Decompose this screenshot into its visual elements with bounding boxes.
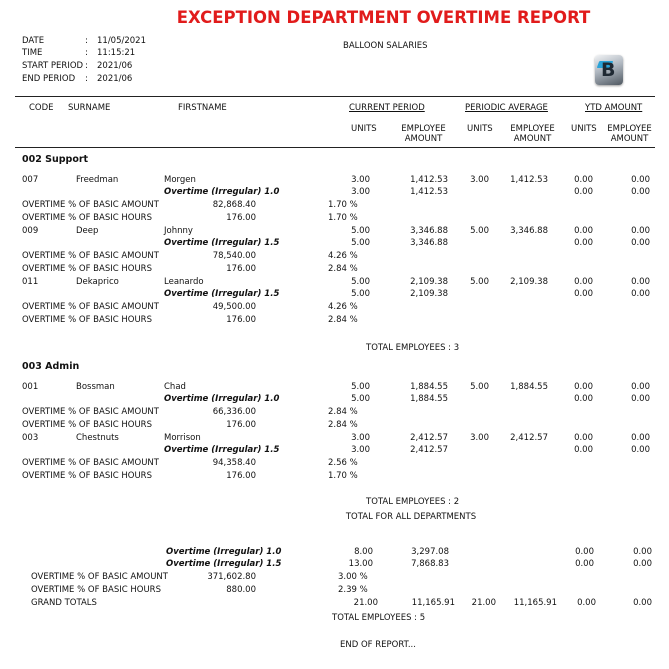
overtime-ytd-amount: 0.00 (631, 238, 650, 248)
overtime-ytd-units: 0.00 (574, 394, 593, 404)
report-title: EXCEPTION DEPARTMENT OVERTIME REPORT (176, 8, 591, 27)
totals-heading: TOTAL FOR ALL DEPARTMENTS (345, 512, 477, 522)
totals-pct-hours-label: OVERTIME % OF BASIC HOURS (31, 585, 161, 595)
grand-avg-amount: 11,165.91 (513, 598, 557, 608)
overtime-ytd-amount: 0.00 (631, 394, 650, 404)
employee-firstname: Morrison (164, 433, 201, 443)
meta-label-date: DATE (22, 36, 45, 46)
overtime-ytd-units: 0.00 (574, 445, 593, 455)
pct-basic-amount: 2.56 % (328, 458, 358, 468)
employee-code: 009 (22, 226, 39, 236)
pct-basic-hours: 2.84 % (328, 315, 358, 325)
average-amount: 3,346.88 (510, 226, 548, 236)
overtime-label: Overtime (Irregular) 1.0 (164, 394, 280, 404)
grand-ytd-amount: 0.00 (633, 598, 652, 608)
ytd-amount: 0.00 (631, 433, 650, 443)
pct-basic-hours: 1.70 % (328, 471, 358, 481)
pct-basic-hours-value: 176.00 (226, 264, 256, 274)
pct-basic-hours-label: OVERTIME % OF BASIC HOURS (22, 213, 152, 223)
average-units: 5.00 (470, 226, 489, 236)
totals-pct-hours-value: 880.00 (226, 585, 256, 595)
average-units: 3.00 (470, 433, 489, 443)
ytd-units: 0.00 (574, 382, 593, 392)
overtime-ytd-amount: 0.00 (631, 445, 650, 455)
employee-code: 007 (22, 175, 39, 185)
grand-totals-label: GRAND TOTALS (31, 598, 97, 608)
col-periodic-average: PERIODIC AVERAGE (465, 103, 548, 113)
employee-firstname: Johnny (164, 226, 193, 236)
pct-basic-amount-value: 82,868.40 (212, 200, 256, 210)
grand-cur-units: 21.00 (353, 598, 378, 608)
overtime-amount: 1,412.53 (410, 187, 448, 197)
employee-code: 001 (22, 382, 39, 392)
totals-pct-hours: 2.39 % (338, 585, 368, 595)
col-units-current: UNITS (351, 124, 377, 134)
pct-basic-hours: 1.70 % (328, 213, 358, 223)
totals-pct-amount: 3.00 % (338, 572, 368, 582)
pct-basic-amount: 4.26 % (328, 302, 358, 312)
overtime-ytd-units: 0.00 (574, 238, 593, 248)
current-amount: 2,412.57 (410, 433, 448, 443)
average-units: 5.00 (470, 277, 489, 287)
average-units: 5.00 (470, 382, 489, 392)
totals-ot-label-1: Overtime (Irregular) 1.0 (166, 547, 282, 557)
ytd-units: 0.00 (574, 433, 593, 443)
pct-basic-hours-value: 176.00 (226, 471, 256, 481)
meta-label-end: END PERIOD (22, 74, 76, 84)
totals-ot-ytd-amount-1: 0.00 (633, 547, 652, 557)
pct-basic-hours: 2.84 % (328, 264, 358, 274)
totals-ot-units-1: 8.00 (354, 547, 373, 557)
col-empamt-ytd-2: AMOUNT (610, 134, 649, 144)
col-current-period: CURRENT PERIOD (349, 103, 425, 113)
totals-ot-amount-1: 3,297.08 (411, 547, 449, 557)
ytd-units: 0.00 (574, 277, 593, 287)
overtime-units: 3.00 (351, 187, 370, 197)
current-amount: 1,884.55 (410, 382, 448, 392)
current-amount: 1,412.53 (410, 175, 448, 185)
overtime-units: 5.00 (351, 394, 370, 404)
average-amount: 1,412.53 (510, 175, 548, 185)
average-units: 3.00 (470, 175, 489, 185)
overtime-label: Overtime (Irregular) 1.0 (164, 187, 280, 197)
pct-basic-amount-value: 49,500.00 (212, 302, 256, 312)
overtime-units: 3.00 (351, 445, 370, 455)
pct-basic-amount-label: OVERTIME % OF BASIC AMOUNT (22, 458, 159, 468)
overtime-label: Overtime (Irregular) 1.5 (164, 445, 280, 455)
pct-basic-amount: 2.84 % (328, 407, 358, 417)
column-header-rule (15, 147, 655, 148)
overtime-units: 5.00 (351, 238, 370, 248)
pct-basic-amount-label: OVERTIME % OF BASIC AMOUNT (22, 302, 159, 312)
overtime-units: 5.00 (351, 289, 370, 299)
totals-ot-ytd-units-1: 0.00 (575, 547, 594, 557)
col-code: CODE (29, 103, 54, 113)
overtime-label: Overtime (Irregular) 1.5 (164, 238, 280, 248)
pct-basic-amount-value: 94,358.40 (212, 458, 256, 468)
pct-basic-amount: 1.70 % (328, 200, 358, 210)
header-rule (15, 96, 655, 97)
overtime-amount: 2,412.57 (410, 445, 448, 455)
current-amount: 3,346.88 (410, 226, 448, 236)
col-empamt-average-1: EMPLOYEE (510, 124, 555, 134)
employee-firstname: Chad (164, 382, 186, 392)
grand-cur-amount: 11,165.91 (411, 598, 455, 608)
b-logo-icon: B (595, 55, 623, 85)
current-amount: 2,109.38 (410, 277, 448, 287)
meta-label-time: TIME (22, 48, 43, 58)
totals-pct-amount-label: OVERTIME % OF BASIC AMOUNT (31, 572, 168, 582)
pct-basic-hours-value: 176.00 (226, 213, 256, 223)
overtime-ytd-units: 0.00 (574, 289, 593, 299)
average-amount: 1,884.55 (510, 382, 548, 392)
col-surname: SURNAME (68, 103, 111, 113)
meta-sep-start: : (85, 61, 88, 71)
overtime-amount: 1,884.55 (410, 394, 448, 404)
ytd-units: 0.00 (574, 175, 593, 185)
col-empamt-current-2: AMOUNT (404, 134, 443, 144)
pct-basic-hours-label: OVERTIME % OF BASIC HOURS (22, 471, 152, 481)
overtime-label: Overtime (Irregular) 1.5 (164, 289, 280, 299)
meta-value-end: 2021/06 (97, 74, 133, 84)
end-of-report: END OF REPORT... (340, 640, 416, 650)
totals-ot-amount-2: 7,868.83 (411, 559, 449, 569)
meta-value-start: 2021/06 (97, 61, 133, 71)
totals-ot-units-2: 13.00 (348, 559, 373, 569)
employee-surname: Deep (76, 226, 99, 236)
pct-basic-hours-label: OVERTIME % OF BASIC HOURS (22, 315, 152, 325)
totals-ot-ytd-units-2: 0.00 (575, 559, 594, 569)
overtime-ytd-amount: 0.00 (631, 187, 650, 197)
pct-basic-hours-label: OVERTIME % OF BASIC HOURS (22, 420, 152, 430)
current-units: 5.00 (351, 226, 370, 236)
totals-ot-label-2: Overtime (Irregular) 1.5 (166, 559, 282, 569)
grand-ytd-units: 0.00 (577, 598, 596, 608)
overtime-ytd-amount: 0.00 (631, 289, 650, 299)
employee-code: 011 (22, 277, 39, 287)
meta-value-time: 11:15:21 (97, 48, 136, 58)
pct-basic-amount-label: OVERTIME % OF BASIC AMOUNT (22, 407, 159, 417)
average-amount: 2,109.38 (510, 277, 548, 287)
department-total-employees: TOTAL EMPLOYEES : 3 (366, 343, 460, 353)
employee-surname: Bossman (76, 382, 115, 392)
col-empamt-current-1: EMPLOYEE (401, 124, 446, 134)
totals-pct-amount-value: 371,602.80 (207, 572, 256, 582)
col-empamt-ytd-1: EMPLOYEE (607, 124, 652, 134)
current-units: 3.00 (351, 175, 370, 185)
pct-basic-hours-value: 176.00 (226, 420, 256, 430)
employee-surname: Chestnuts (76, 433, 119, 443)
pct-basic-amount-value: 78,540.00 (212, 251, 256, 261)
employee-code: 003 (22, 433, 39, 443)
pct-basic-hours-label: OVERTIME % OF BASIC HOURS (22, 264, 152, 274)
department-heading: 002 Support (22, 154, 89, 165)
meta-label-start: START PERIOD (22, 61, 84, 71)
pct-basic-amount-value: 66,336.00 (212, 407, 256, 417)
col-units-average: UNITS (467, 124, 493, 134)
company-name: BALLOON SALARIES (343, 41, 428, 51)
pct-basic-hours: 2.84 % (328, 420, 358, 430)
col-ytd-amount: YTD AMOUNT (585, 103, 643, 113)
overtime-ytd-units: 0.00 (574, 187, 593, 197)
employee-surname: Freedman (76, 175, 119, 185)
department-heading: 003 Admin (22, 361, 80, 372)
meta-sep-time: : (85, 48, 88, 58)
ytd-amount: 0.00 (631, 175, 650, 185)
employee-surname: Dekaprico (76, 277, 119, 287)
totals-ot-ytd-amount-2: 0.00 (633, 559, 652, 569)
overtime-amount: 3,346.88 (410, 238, 448, 248)
current-units: 5.00 (351, 277, 370, 287)
employee-firstname: Morgen (164, 175, 196, 185)
pct-basic-amount-label: OVERTIME % OF BASIC AMOUNT (22, 251, 159, 261)
meta-value-date: 11/05/2021 (97, 36, 146, 46)
meta-sep-end: : (85, 74, 88, 84)
pct-basic-amount-label: OVERTIME % OF BASIC AMOUNT (22, 200, 159, 210)
grand-total-employees: TOTAL EMPLOYEES : 5 (332, 613, 426, 623)
overtime-amount: 2,109.38 (410, 289, 448, 299)
employee-firstname: Leanardo (164, 277, 204, 287)
pct-basic-hours-value: 176.00 (226, 315, 256, 325)
current-units: 5.00 (351, 382, 370, 392)
ytd-amount: 0.00 (631, 277, 650, 287)
meta-sep-date: : (85, 36, 88, 46)
ytd-amount: 0.00 (631, 382, 650, 392)
grand-avg-units: 21.00 (471, 598, 496, 608)
department-total-employees: TOTAL EMPLOYEES : 2 (366, 497, 460, 507)
ytd-units: 0.00 (574, 226, 593, 236)
col-empamt-average-2: AMOUNT (513, 134, 552, 144)
col-firstname: FIRSTNAME (178, 103, 227, 113)
pct-basic-amount: 4.26 % (328, 251, 358, 261)
current-units: 3.00 (351, 433, 370, 443)
ytd-amount: 0.00 (631, 226, 650, 236)
col-units-ytd: UNITS (571, 124, 597, 134)
average-amount: 2,412.57 (510, 433, 548, 443)
